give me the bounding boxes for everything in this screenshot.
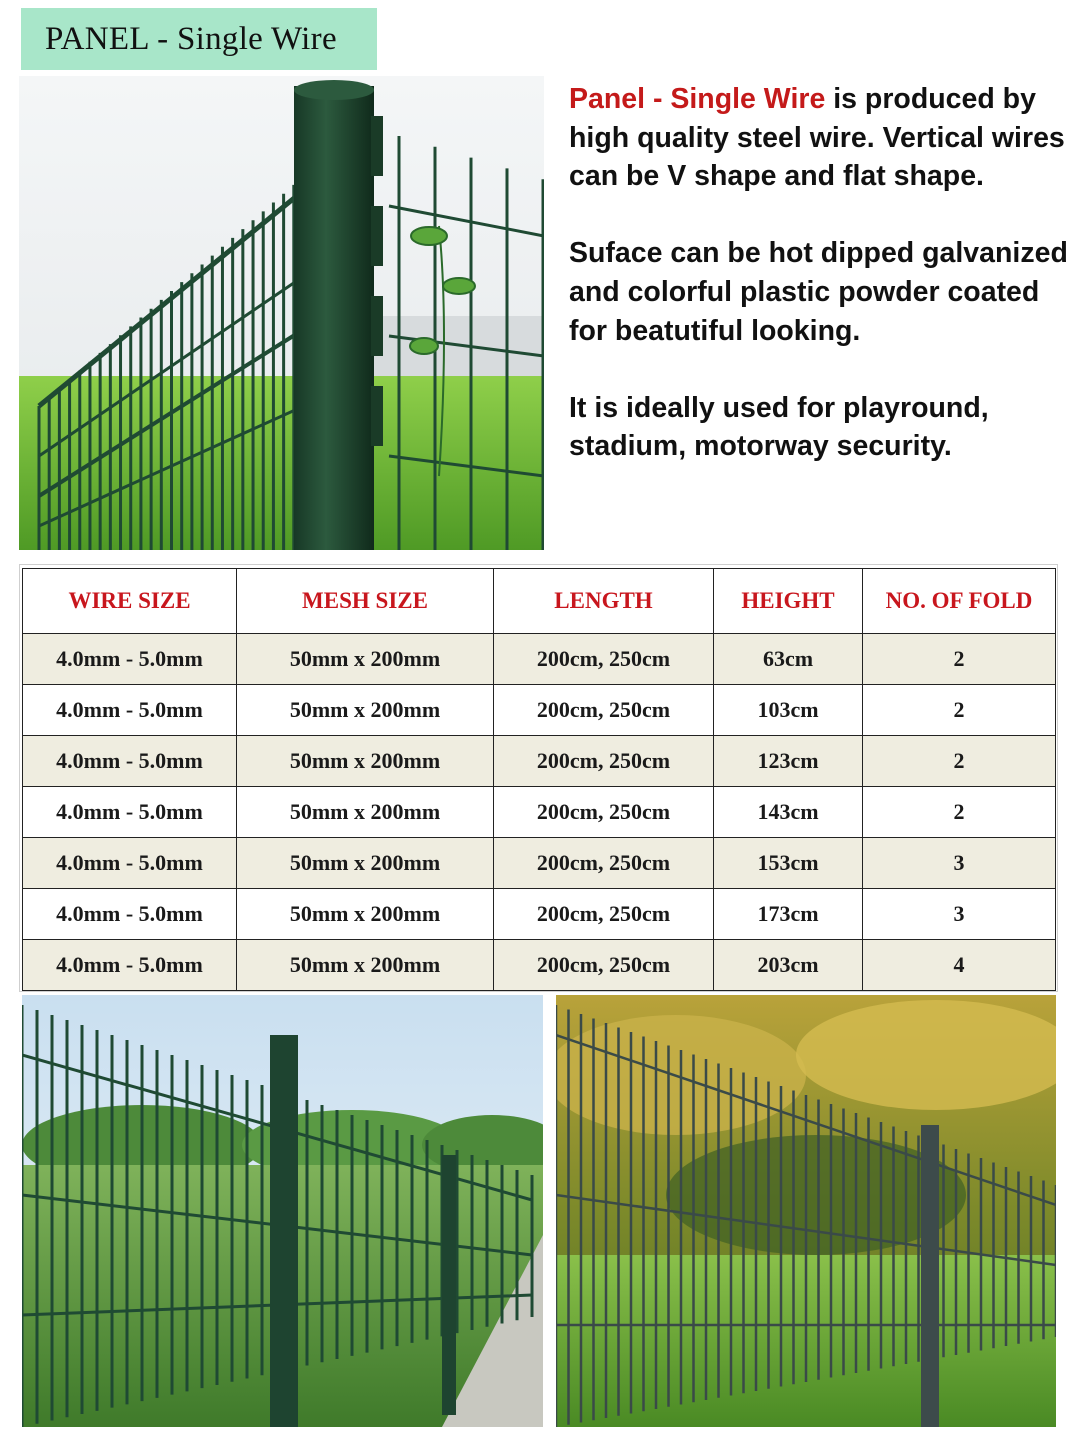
header-no-of-fold: NO. OF FOLD <box>863 569 1056 634</box>
cell-mesh-size: 50mm x 200mm <box>237 787 494 838</box>
cell-wire-size: 4.0mm - 5.0mm <box>23 787 237 838</box>
table-row <box>23 940 1056 991</box>
header-mesh-size: MESH SIZE <box>237 569 494 634</box>
cell-no-of-fold: 3 <box>863 889 1056 940</box>
cell-no-of-fold: 4 <box>863 940 1056 991</box>
description-paragraph-1 <box>569 80 1069 196</box>
fence-photo-field <box>22 995 543 1427</box>
cell-length: 200cm, 250cm <box>494 889 714 940</box>
header-height: HEIGHT <box>714 569 863 634</box>
description-paragraph-3: It is ideally used for playround, stadium, motorway security. <box>569 391 989 463</box>
cell-mesh-size: 50mm x 200mm <box>237 736 494 787</box>
cell-height: 63cm <box>714 634 863 685</box>
product-description <box>569 80 1069 505</box>
cell-mesh-size: 50mm x 200mm <box>237 838 494 889</box>
table-row <box>23 736 1056 787</box>
cell-length: 200cm, 250cm <box>494 940 714 991</box>
cell-wire-size: 4.0mm - 5.0mm <box>23 838 237 889</box>
product-name-highlight: Panel - Single Wire <box>569 83 826 115</box>
table-row <box>23 889 1056 940</box>
cell-no-of-fold: 3 <box>863 838 1056 889</box>
cell-mesh-size: 50mm x 200mm <box>237 889 494 940</box>
cell-height: 123cm <box>714 736 863 787</box>
cell-wire-size: 4.0mm - 5.0mm <box>23 685 237 736</box>
cell-length: 200cm, 250cm <box>494 634 714 685</box>
fence-photo-garden <box>556 995 1056 1427</box>
table-row <box>23 685 1056 736</box>
spec-table <box>22 568 1056 991</box>
cell-wire-size: 4.0mm - 5.0mm <box>23 940 237 991</box>
header-wire-size: WIRE SIZE <box>23 569 237 634</box>
cell-height: 153cm <box>714 838 863 889</box>
description-text-1: is produced by high quality steel wire. Vertical wires can be V shape and flat shape. <box>569 83 1065 193</box>
cell-wire-size: 4.0mm - 5.0mm <box>23 736 237 787</box>
cell-mesh-size: 50mm x 200mm <box>237 634 494 685</box>
cell-no-of-fold: 2 <box>863 685 1056 736</box>
cell-no-of-fold: 2 <box>863 634 1056 685</box>
table-header-row <box>23 569 1056 634</box>
cell-height: 173cm <box>714 889 863 940</box>
page-title: PANEL - Single Wire <box>21 8 377 70</box>
cell-no-of-fold: 2 <box>863 736 1056 787</box>
table-row <box>23 838 1056 889</box>
cell-length: 200cm, 250cm <box>494 787 714 838</box>
cell-mesh-size: 50mm x 200mm <box>237 940 494 991</box>
table-row <box>23 634 1056 685</box>
cell-height: 203cm <box>714 940 863 991</box>
cell-mesh-size: 50mm x 200mm <box>237 685 494 736</box>
fence-photo-closeup <box>19 76 544 550</box>
table-row <box>23 787 1056 838</box>
cell-height: 103cm <box>714 685 863 736</box>
cell-length: 200cm, 250cm <box>494 736 714 787</box>
cell-no-of-fold: 2 <box>863 787 1056 838</box>
cell-wire-size: 4.0mm - 5.0mm <box>23 634 237 685</box>
cell-wire-size: 4.0mm - 5.0mm <box>23 889 237 940</box>
description-paragraph-2: Suface can be hot dipped galvanized and colorful plastic powder coated for beatutiful looking. <box>569 237 1068 347</box>
cell-length: 200cm, 250cm <box>494 838 714 889</box>
cell-length: 200cm, 250cm <box>494 685 714 736</box>
header-length: LENGTH <box>494 569 714 634</box>
cell-height: 143cm <box>714 787 863 838</box>
